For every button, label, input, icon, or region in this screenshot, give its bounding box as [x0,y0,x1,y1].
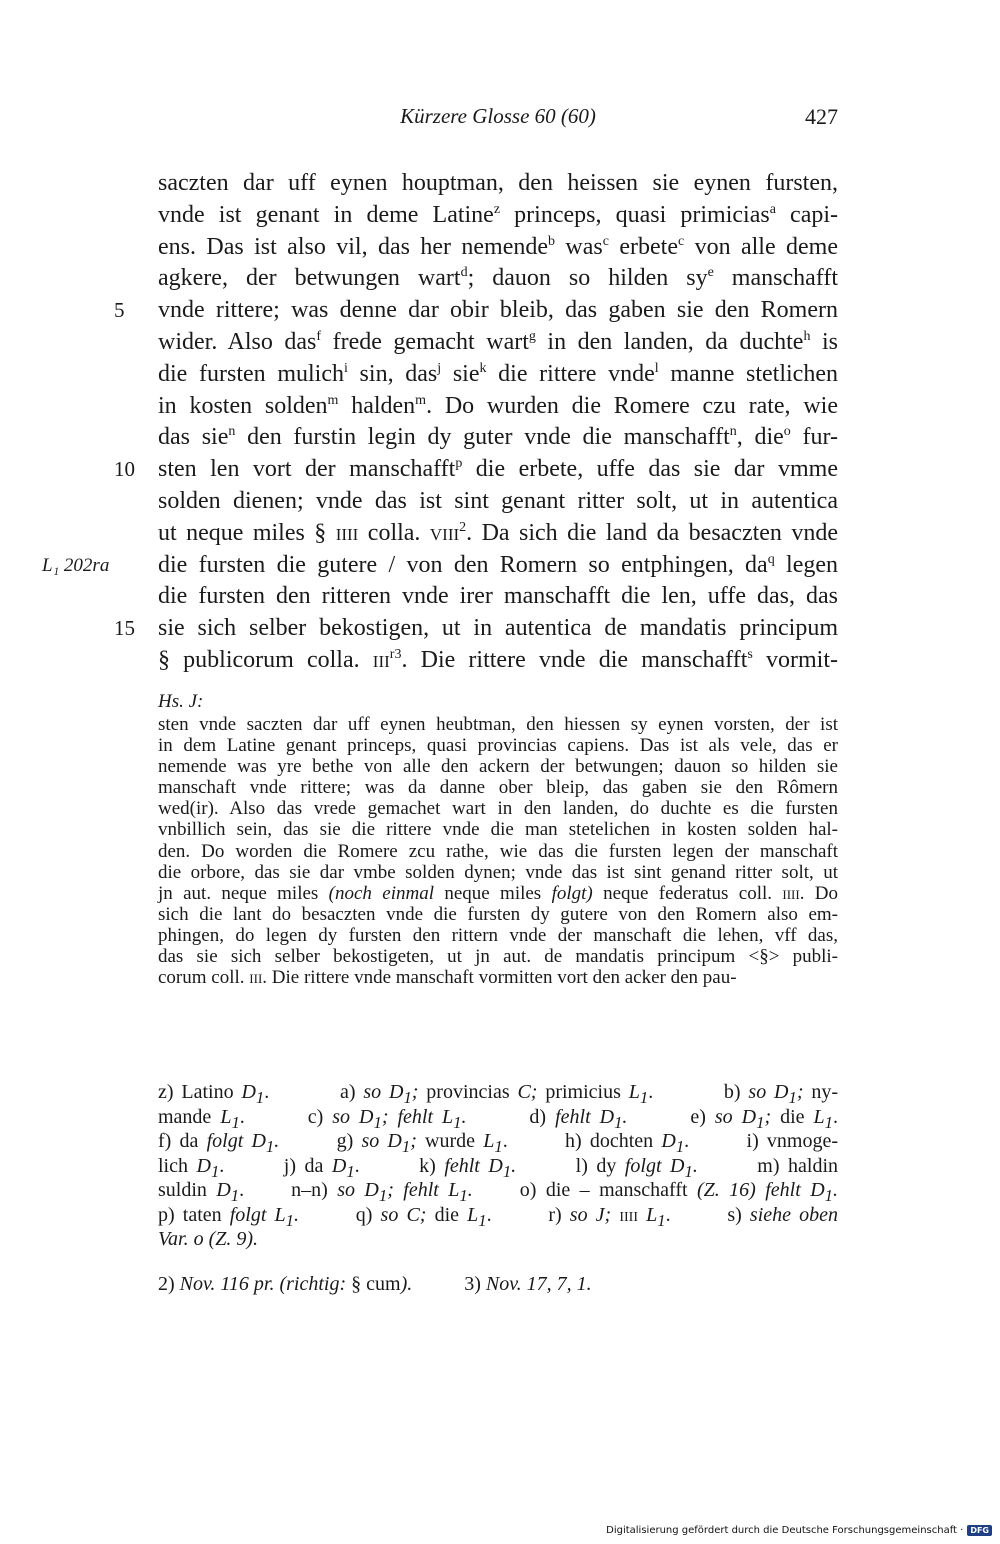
text-line: in kosten solden$^m$ halden$^m$. Do wurden die Romere czu rate, wie [158,392,838,419]
hs-line: die orbore, das sie dar vmbe solden dynen; vnde das ist sint genand ritter solt, ut [158,861,838,883]
hs-line: corum coll. iii. Die rittere vnde manschaft vormitten vort den acker den pau- [158,967,737,989]
text-line: solden dienen; vnde das ist sint genant ritter solt, ut in autentica [158,487,838,514]
text-line: 15 sie sich selber bekostigen, ut in autentica de mandatis principum [158,613,838,645]
text-line: 5 vnde rittere; was denne dar obir bleib, das gaben sie den Romern [158,295,838,327]
apparatus-line: f) da folgt $D_1$. g) so $D_1$; wurde $L_1$. h) dochten $D_1$. i) vnmoge- [158,1130,839,1156]
page-header [158,104,838,144]
manuscript-variant [158,690,838,988]
hs-line: phingen, do legen dy fursten den rittern vnde der manschaft die lehen, vff das, [158,924,838,946]
hs-line: in dem Latine genant princeps, quasi provincias capiens. Das ist als vele, das er [158,735,838,757]
text-line: wider. Also das$^f$ frede gemacht wart$^g$ in den landen, da duchte$^h$ is [158,328,839,355]
apparatus-line: Var. o (Z. 9). [158,1228,259,1250]
hs-line: sich die lant do besaczten vnde die fursten dy gutere von den Romern also em- [158,903,838,925]
text-line: L₁ 202ra die fursten die gutere / von den Romern so entphingen, $da^q$ legen [158,550,838,582]
main-text [42,168,839,677]
apparatus-line: lich $D_1$. j) da $D_1$. k) fehlt $D_1$. l) dy folgt $D_1$. m) haldin [158,1154,839,1181]
page-number: 427 [805,104,838,129]
text-line: die fursten mulich$^i$ sin, das$^j$ sie$^k$ die rittere vnde$^l$ manne stetlichen [158,360,838,387]
margin-note: L₁ 202ra [42,554,110,576]
digitization-credit [606,1525,992,1536]
hs-line: nemende was yre bethe von alle den ackern der betwungen; dauon so hilden sie [158,756,838,778]
footnote: 2) Nov. 116 pr. (richtig: § cum). [158,1273,413,1295]
hs-line: manschaft vnde rittere; was da danne ober bleip, das gaben sie den Rômern [158,777,838,799]
text-line: das sie$^n$ den furstin legin dy guter vnde die manschafft$^n$, die$^o$ fur- [158,424,838,451]
dfg-logo: DFG [967,1525,992,1536]
line-number: 5 [114,298,125,323]
text-line: 10 sten len vort der manschafft$^p$ die erbete, uffe das sie dar vmme [158,454,838,486]
credit-text: Digitalisierung gefördert durch die Deutsche Forschungsgemeinschaft · [606,1525,964,1536]
critical-apparatus [158,1080,838,1252]
hs-line: vnbillich sein, das sie die rittere vnde die man stetelichen in kosten solden hal- [158,819,838,841]
hs-line: wed(ir). Also das vrede gemachet wart in den landen, do duchte es die fursten [158,798,838,820]
footnotes [158,1272,838,1296]
hs-label: Hs. J: [158,691,204,712]
text-line: agkere, der betwungen wart$^d$; dauon so hilden $sy^e$ manschafft [158,265,838,292]
hs-line: den. Do worden die Romere zcu rathe, wie das die fursten legen der manschaft [158,840,838,862]
apparatus-line: p) taten folgt $L_1$. q) so C; die $L_1$. r) so J; iiii $L_1$. s) siehe oben [158,1203,839,1230]
line-number: 15 [114,616,135,641]
hs-line: das sie sich selber bekostigeten, ut jn aut. de mandatis principum <§> publi- [158,946,838,968]
text-line: § publicorum colla. iii$^{r3}$. Die rittere vnde die manschafft$^s$ vormit- [158,646,838,673]
text-line: ens. Das ist also vil, das her nemende$^b$ was$^c$ erbete$^c$ von alle deme [158,233,838,260]
text-line: die fursten den ritteren vnde irer manschafft die len, uffe das, das [158,583,838,610]
apparatus-line: mande $L_1$. c) so $D_1$; fehlt $L_1$. d) fehlt $D_1$. e) so $D_1$; die $L_1$. [158,1105,838,1132]
text-line: vnde ist genant in deme Latine$^z$ princeps, quasi primicias$^a$ capi- [158,201,839,228]
line-number: 10 [114,457,135,482]
hs-line: jn aut. neque miles (noch einmal neque miles folgt) neque federatus coll. iiii. Do [158,882,839,904]
text-line: saczten dar uff eynen houptman, den heissen sie eynen fursten, [158,170,838,196]
hs-line: sten vnde saczten dar uff eynen heubtman, den hiessen sy eynen vorsten, der ist [158,714,838,735]
text-line: ut neque miles § iiii colla. viii$^2$. Da sich die land da besaczten vnde [158,519,839,546]
apparatus-line: z) Latino $D_1$. a) so $D_1$; provincias C; primicius $L_1$. b) so $D_1$; ny- [158,1081,839,1107]
running-title: Kürzere Glosse 60 (60) [400,104,596,128]
apparatus-line: suldin $D_1$. n–n) so $D_1$; fehlt $L_1$. o) die – manschafft (Z. 16) fehlt $D_1$. [158,1179,838,1205]
footnote: 3) Nov. 17, 7, 1. [464,1273,592,1295]
